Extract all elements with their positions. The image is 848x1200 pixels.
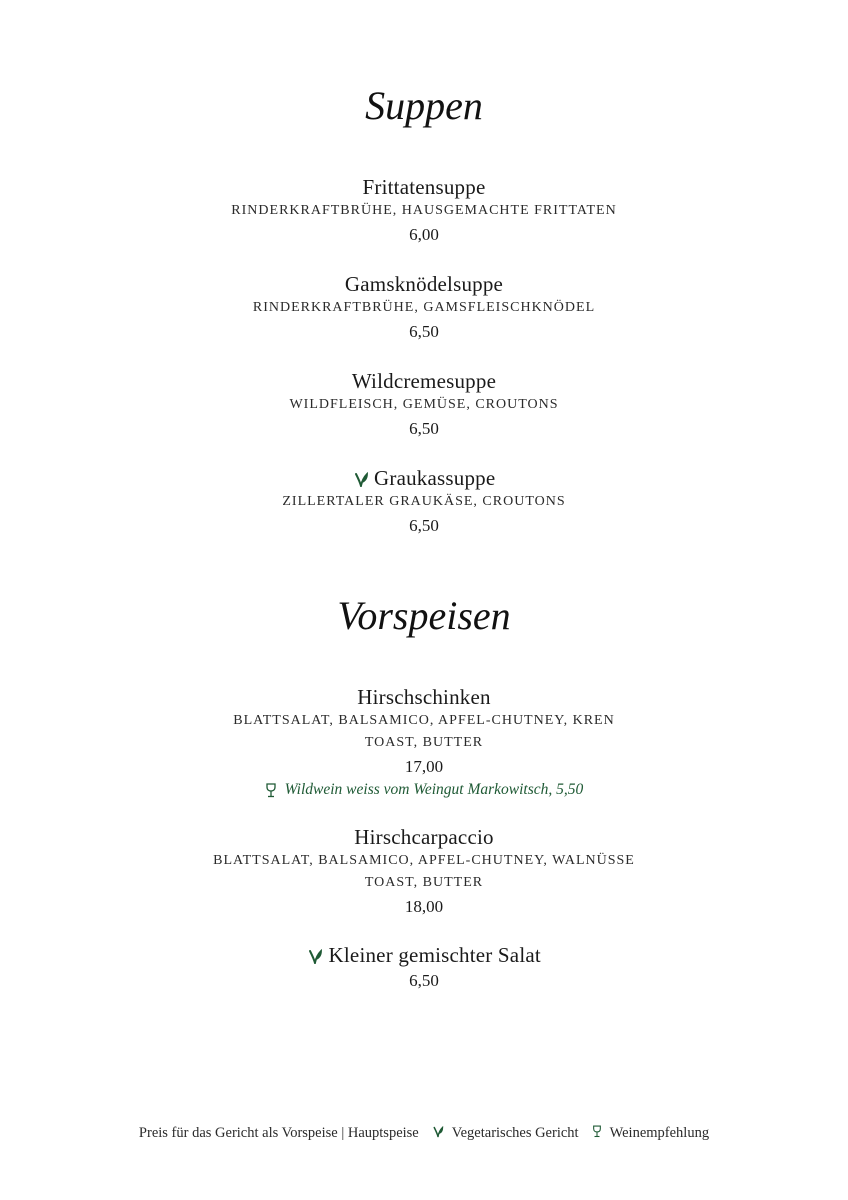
section-title-suppen: Suppen	[365, 83, 483, 128]
dish-price: 6,50	[409, 419, 439, 438]
dish-kleiner-gemischter-salat	[0, 942, 848, 993]
dish-price: 17,00	[404, 757, 444, 776]
dish-graukassuppe	[0, 465, 848, 538]
dish-description: BLATTSALAT, BALSAMICO, APFEL-CHUTNEY, WALNÜSSE	[213, 853, 635, 868]
vegetarian-legend-label: Vegetarisches Gericht	[451, 1125, 579, 1141]
dish-price: 6,50	[409, 971, 439, 990]
dish-description-line2: TOAST, BUTTER	[364, 735, 484, 750]
dish-description: ZILLERTALER GRAUKÄSE, CROUTONS	[282, 494, 566, 509]
dish-name-row	[0, 465, 848, 491]
leaf-icon	[432, 1123, 444, 1145]
dish-name: Frittatensuppe	[362, 175, 486, 199]
dish-description: WILDFLEISCH, GEMÜSE, CROUTONS	[289, 397, 559, 412]
wine-glass-icon	[592, 1123, 602, 1145]
footer-legend	[0, 1122, 848, 1145]
wine-recommendation-text: Wildwein weiss vom Weingut Markowitsch, 5,50	[284, 781, 584, 798]
dish-price: 18,00	[404, 897, 444, 916]
dish-hirschschinken	[0, 684, 848, 801]
dish-description-line2: TOAST, BUTTER	[364, 875, 484, 890]
dish-wildcremesuppe	[0, 368, 848, 441]
dish-description: RINDERKRAFTBRÜHE, GAMSFLEISCHKNÖDEL	[252, 300, 596, 315]
dish-gamsknoedelsuppe	[0, 271, 848, 344]
dish-frittatensuppe	[0, 174, 848, 247]
dish-name: Hirschschinken	[357, 685, 491, 709]
dish-name: Kleiner gemischter Salat	[328, 943, 541, 967]
leaf-icon	[307, 949, 323, 965]
dish-hirschcarpaccio	[0, 824, 848, 919]
dish-name-row	[0, 942, 848, 968]
dish-description: RINDERKRAFTBRÜHE, HAUSGEMACHTE FRITTATEN	[231, 203, 617, 218]
dish-name: Graukassuppe	[374, 466, 496, 490]
dish-name: Wildcremesuppe	[351, 369, 497, 393]
dish-price: 6,50	[409, 322, 439, 341]
dish-price: 6,50	[409, 516, 439, 535]
dish-price: 6,00	[409, 225, 439, 244]
price-note: Preis für das Gericht als Vorspeise | Hauptspeise	[138, 1125, 419, 1141]
wine-glass-icon	[265, 783, 277, 798]
leaf-icon	[353, 472, 369, 488]
section-title-vorspeisen: Vorspeisen	[337, 593, 511, 638]
dish-name: Hirschcarpaccio	[354, 825, 494, 849]
wine-recommendation	[0, 779, 848, 801]
dish-description: BLATTSALAT, BALSAMICO, APFEL-CHUTNEY, KREN	[233, 713, 615, 728]
dish-name: Gamsknödelsuppe	[344, 272, 504, 296]
wine-legend-label: Weinempfehlung	[609, 1125, 710, 1141]
